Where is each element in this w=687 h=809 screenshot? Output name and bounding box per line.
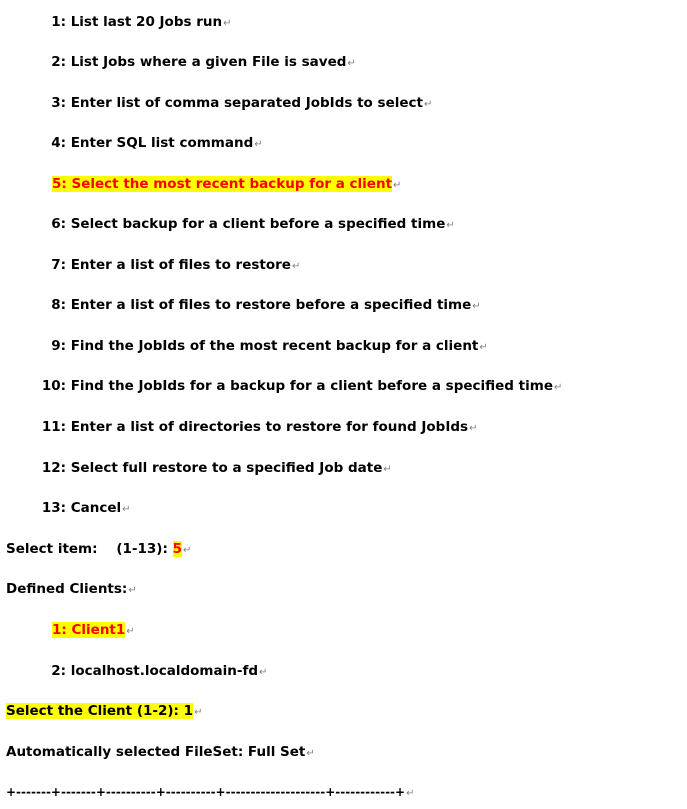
menu-item-8: 8: Enter a list of files to restore before a specified time↵: [51, 297, 481, 313]
select-item-value: 5: [172, 541, 182, 557]
menu-item-7: 7: Enter a list of files to restore↵: [51, 257, 301, 273]
menu-item-11: 11: Enter a list of directories to restore for found JobIds↵: [41, 419, 478, 435]
menu-item-3: 3: Enter list of comma separated JobIds to select↵: [51, 95, 433, 111]
fileset-line: Automatically selected FileSet: Full Set↵: [6, 744, 315, 760]
menu-item-1: 1: List last 20 Jobs run↵: [51, 14, 232, 30]
menu-item-10: 10: Find the JobIds for a backup for a client before a specified time↵: [41, 378, 563, 394]
menu-item-6: 6: Select backup for a client before a specified time↵: [51, 216, 455, 232]
menu-item-5: 5: Select the most recent backup for a client↵: [52, 176, 402, 192]
menu-item-13: 13: Cancel↵: [41, 500, 131, 516]
highlighted-selection: 5: Select the most recent backup for a client: [52, 176, 393, 192]
menu-item-12: 12: Select full restore to a specified Job date↵: [41, 460, 392, 476]
menu-item-2: 2: List Jobs where a given File is saved↵: [51, 54, 356, 70]
select-item-prompt: Select item: (1-13): 5↵: [6, 541, 192, 557]
menu-item-9: 9: Find the JobIds of the most recent backup for a client↵: [51, 338, 488, 354]
client-item-1: 1: Client1↵: [52, 622, 135, 638]
highlighted-client: 1: Client1: [52, 622, 126, 638]
defined-clients-label: Defined Clients:↵: [6, 581, 137, 597]
table-separator: +-------+-------+----------+----------+--------------------+------------+↵: [6, 785, 415, 799]
select-client-prompt: Select the Client (1-2): 1↵: [6, 703, 203, 719]
menu-item-4: 4: Enter SQL list command↵: [51, 135, 263, 151]
client-item-2: 2: localhost.localdomain-fd↵: [51, 663, 268, 679]
